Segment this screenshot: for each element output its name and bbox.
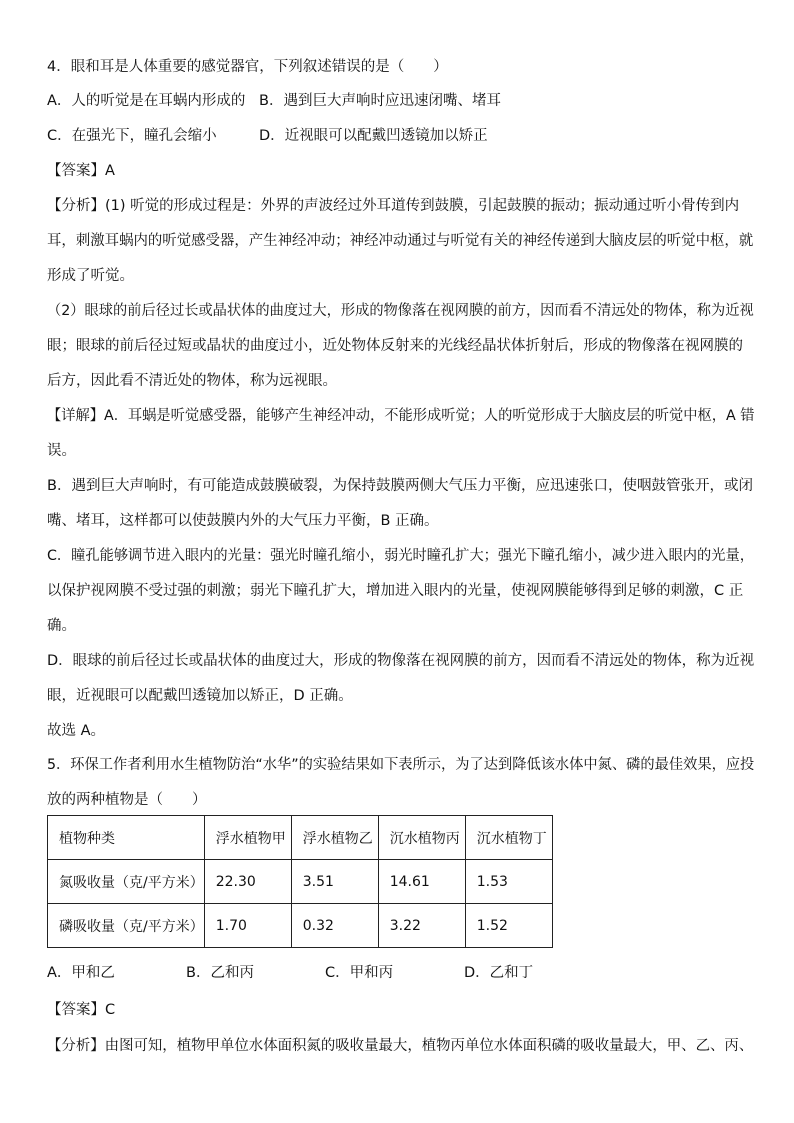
q4-detail-line: 嘴、堵耳，这样都可以使鼓膜内外的大气压力平衡，B 正确。 (47, 513, 439, 529)
q5-analysis-line: 【分析】由图可知，植物甲单位水体面积氮的吸收量最大，植物丙单位水体面积磷的吸收量最大，甲、乙、丙、 (47, 1038, 754, 1054)
table-header-cell: 浮水植物乙 (291, 816, 378, 860)
q4-detail-line: 故选 A。 (47, 723, 106, 739)
table-header-row (48, 816, 553, 860)
table-header-cell: 浮水植物甲 (204, 816, 291, 860)
q4-analysis-line: 耳，刺激耳蜗内的听觉感受器，产生神经冲动；神经冲动通过与听觉有关的神经传递到大脑皮层的听觉中枢，就 (47, 233, 754, 249)
table-header-cell: 沉水植物丁 (465, 816, 552, 860)
table-cell: 1.53 (465, 860, 552, 904)
q4-option-c: C．在强光下，瞳孔会缩小 (47, 128, 217, 144)
q5-option-d: D．乙和丁 (464, 965, 534, 981)
table-cell: 氮吸收量（克/平方米） (48, 860, 205, 904)
q4-option-d: D．近视眼可以配戴凹透镜加以矫正 (259, 128, 488, 144)
table-cell: 1.52 (465, 904, 552, 948)
q4-stem: 4．眼和耳是人体重要的感觉器官，下列叙述错误的是（ ） (47, 59, 448, 75)
q4-option-b: B．遇到巨大声响时应迅速闭嘴、堵耳 (259, 93, 501, 109)
q5-option-b: B．乙和丙 (186, 965, 254, 981)
q4-analysis-line: 眼；眼球的前后径过短或晶状的曲度过小，近处物体反射来的光线经晶状体折射后，形成的物像落在视网膜的 (47, 338, 743, 354)
table-header-cell: 植物种类 (48, 816, 205, 860)
q4-detail-line: 【详解】A．耳蜗是听觉感受器，能够产生神经冲动，不能形成听觉；人的听觉形成于大脑皮层的听觉中枢，A 错 (47, 408, 755, 424)
table-row (48, 904, 553, 948)
table-row (48, 860, 553, 904)
q5-answer: 【答案】C (47, 1002, 116, 1018)
plant-absorption-table (47, 815, 553, 948)
table-cell: 14.61 (378, 860, 465, 904)
q4-detail-line: 以保护视网膜不受过强的刺激；弱光下瞳孔扩大，增加进入眼内的光量，使视网膜能够得到足够的刺激，C 正 (47, 583, 744, 599)
table-cell: 1.70 (204, 904, 291, 948)
table-cell: 3.22 (378, 904, 465, 948)
q5-option-c: C．甲和丙 (325, 965, 394, 981)
table-cell: 22.30 (204, 860, 291, 904)
q4-option-a: A．人的听觉是在耳蜗内形成的 (47, 93, 246, 109)
table-cell: 0.32 (291, 904, 378, 948)
q5-stem-line: 放的两种植物是（ ） (47, 792, 207, 808)
q4-analysis-line: 形成了听觉。 (47, 268, 134, 284)
q4-analysis-line: 后方，因此看不清近处的物体，称为远视眼。 (47, 373, 337, 389)
table-cell: 磷吸收量（克/平方米） (48, 904, 205, 948)
q4-detail-line: C．瞳孔能够调节进入眼内的光量：强光时瞳孔缩小，弱光时瞳孔扩大；强光下瞳孔缩小，减少进入眼内的光量， (47, 548, 754, 564)
q4-answer: 【答案】A (47, 163, 115, 179)
q5-option-a: A．甲和乙 (47, 965, 115, 981)
q4-analysis-line: （2）眼球的前后径过长或晶状体的曲度过大，形成的物像落在视网膜的前方，因而看不清远处的物体，称为近视 (47, 303, 754, 319)
q4-detail-line: 误。 (47, 443, 76, 459)
table-cell: 3.51 (291, 860, 378, 904)
q4-detail-line: D．眼球的前后径过长或晶状体的曲度过大，形成的物像落在视网膜的前方，因而看不清远处的物体，称为近视 (47, 653, 755, 669)
q4-detail-line: 眼，近视眼可以配戴凹透镜加以矫正，D 正确。 (47, 688, 353, 704)
q5-stem-line: 5．环保工作者利用水生植物防治“水华”的实验结果如下表所示，为了达到降低该水体中氮、磷的最佳效果，应投 (47, 757, 755, 773)
q4-analysis-line: 【分析】(1) 听觉的形成过程是：外界的声波经过外耳道传到鼓膜，引起鼓膜的振动；振动通过听小骨传到内 (47, 198, 740, 214)
table-header-cell: 沉水植物丙 (378, 816, 465, 860)
q4-detail-line: B．遇到巨大声响时，有可能造成鼓膜破裂，为保持鼓膜两侧大气压力平衡，应迅速张口，使咽鼓管张开，或闭 (47, 478, 753, 494)
q4-detail-line: 确。 (47, 618, 76, 634)
